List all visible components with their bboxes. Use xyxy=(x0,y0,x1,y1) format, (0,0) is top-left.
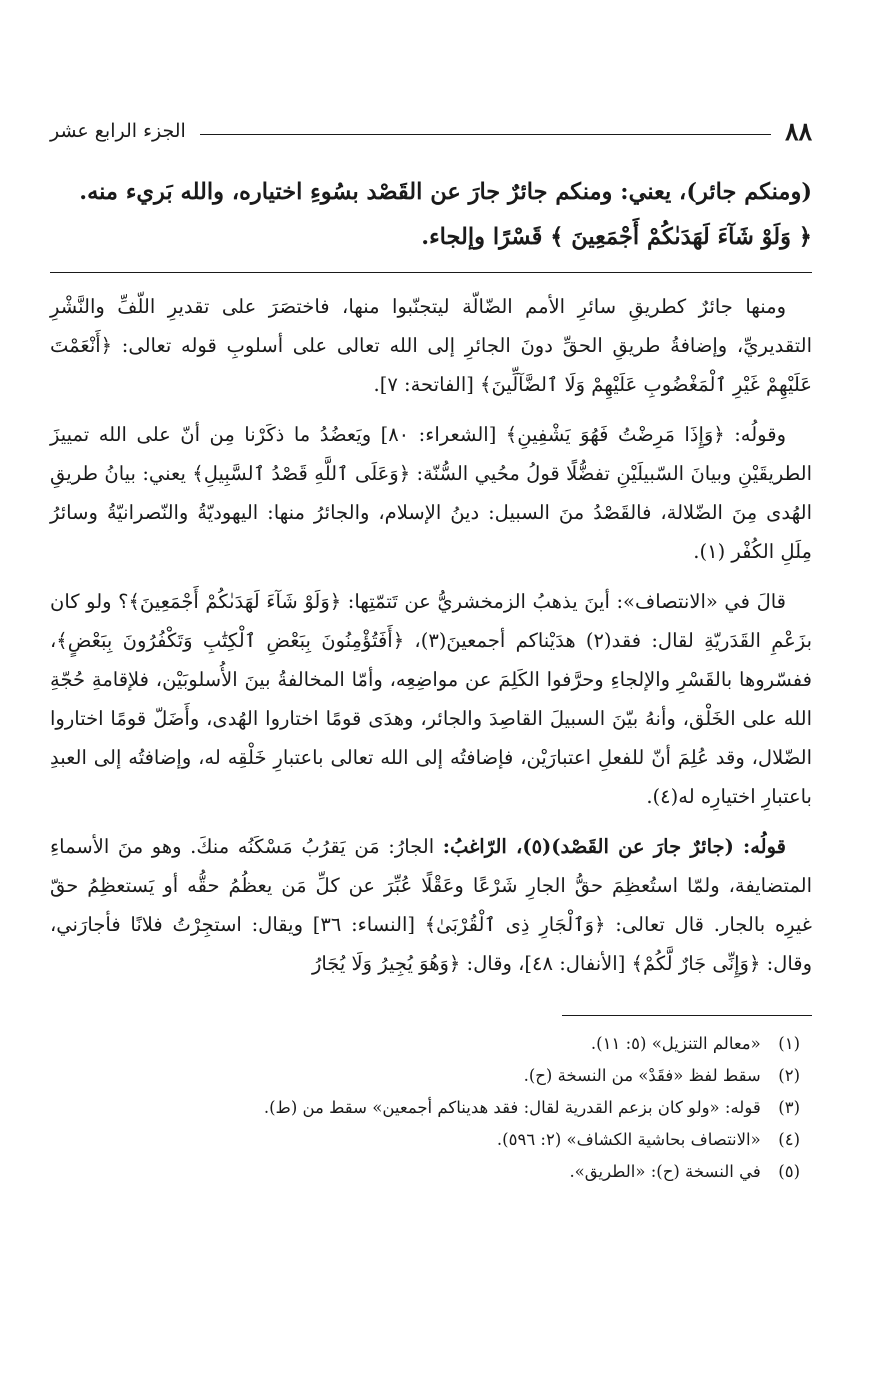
footnote-2 xyxy=(50,1060,800,1092)
page-number: ٨٨ xyxy=(785,116,812,146)
footnote-text: في النسخة (ح): «الطريق». xyxy=(569,1162,761,1181)
body-paragraph-4 xyxy=(50,827,812,983)
footnote-number: (٥) xyxy=(778,1162,800,1181)
commentary-line-2: ﴿ وَلَوْ شَآءَ لَهَدَىٰكُمْ أَجْمَعِينَ ﴾ قَسْرًا وإلجاء. xyxy=(421,224,812,250)
footnote-text: «معالم التنزيل» (٥: ١١). xyxy=(590,1034,761,1053)
footnote-1 xyxy=(50,1028,800,1060)
footnote-number: (١) xyxy=(778,1034,800,1053)
footnote-3 xyxy=(50,1092,800,1124)
footnote-5 xyxy=(50,1156,800,1188)
footnote-text: «الانتصاف بحاشية الكشاف» (٢: ٥٩٦). xyxy=(496,1130,761,1149)
page xyxy=(50,108,812,1188)
footnote-number: (٤) xyxy=(778,1130,800,1149)
body-text xyxy=(50,287,812,983)
page-header xyxy=(50,108,812,154)
body-paragraph-2: وقولُه: ﴿وَإِذَا مَرِضْتُ فَهُوَ يَشْفِينِ﴾ [الشعراء: ٨٠] ويَعضُدُ ما ذكَرْنا مِن أنّ على الله تمييزَ الطريقَيْنِ وبيانَ السّبيلَيْنِ تفضُّلًا قولُ محُيي السُّنّة: ﴿وَعَلَى ٱللَّهِ قَصْدُ ٱلسَّبِيلِ﴾ يعني: بيانُ طريقِ الهُدى مِنَ الضّلالة، فالقَصْدُ منَ السبيل: دينُ الإسلام، والجائرُ منها: اليهوديّةُ والنّصرانيّةُ وسائرُ مِلَلِ الكُفْر (١). xyxy=(50,423,812,563)
commentary-line-1: (ومنكم جائر)، يعني: ومنكم جائرٌ جارَ عن القَصْد بسُوءِ اختياره، والله بَريء منه. xyxy=(79,179,812,205)
footnotes xyxy=(50,1028,812,1188)
footnote-4 xyxy=(50,1124,800,1156)
footnote-text: سقط لفظ «فقَدْ» من النسخة (ح). xyxy=(523,1066,761,1085)
footnote-number: (٢) xyxy=(778,1066,800,1085)
paragraph-4-text: الجارُ: مَن يَقرُبُ مَسْكَنُه منكَ. وهو منَ الأسماءِ المتضايفة، ولمّا استُعظِمَ حقُّ الجارِ شَرْعًا وعَقْلًا عُبِّرَ عن كلِّ مَن يعظُمُ حقُّه أو يَستعظِمُ حقّ غيرِه بالجار. قال تعالى: ﴿وَٱلْجَارِ ذِى ٱلْقُرْبَىٰ﴾ [النساء: ٣٦] ويقال: استجِرْتُ فلانًا فأجارَني، وقال: ﴿وَإِنِّى جَارٌ لَّكُمْ﴾ [الأنفال: ٤٨]، وقال: ﴿وَهُوَ يُجِيرُ وَلَا يُجَارُ xyxy=(50,835,812,975)
footnote-number: (٣) xyxy=(778,1098,800,1117)
footnote-rule xyxy=(562,1015,812,1016)
body-paragraph-3: قالَ في «الانتصاف»: أينَ يذهبُ الزمخشريُّ عن تَتمّتِها: ﴿وَلَوْ شَآءَ لَهَدَىٰكُمْ أَجْمَعِينَ﴾؟ ولو كان بزَعْمِ القَدَريّةِ لقال: فقد(٢) هدَيْناكم أجمعينَ(٣)، ﴿أَفَتُؤْمِنُونَ بِبَعْضِ ٱلْكِتَٰبِ وَتَكْفُرُونَ بِبَعْضٍ﴾، ففسّروها بالقَسْرِ والإلجاءِ وحرَّفوا الكَلِمَ عن مواضِعِه، وأمّا المخالفةُ بينَ الأُسلوبَيْن، فلإقامةِ حُجّةِ الله على الخَلْق، وأنهُ بيّنَ السبيلَ القاصِدَ والجائر، وهدَى قومًا اختاروا الهُدى، وأَضَلّ قومًا اختاروا الضّلال، وقد عُلِمَ أنّ للفعلِ اعتبارَيْن، فإضافتُه إلى الله تعالى باعتبارِ خَلْقِه له، وإضافتُه إلى العبدِ باعتبارِ اختيارِه له(٤). xyxy=(50,590,812,808)
paragraph-4-lemma: قولُه: (جائرٌ جارَ عن القَصْد)(٥)، الرّاغبُ: xyxy=(442,835,786,858)
header-rule xyxy=(200,134,771,135)
commentary-block xyxy=(50,170,812,260)
section-separator xyxy=(50,272,812,273)
footnote-text: قوله: «ولو كان بزعم القدرية لقال: فقد هديناكم أجمعين» سقط من (ط). xyxy=(263,1098,761,1117)
body-paragraph-1: ومنها جائرٌ كطريقِ سائرِ الأمم الضّالّة ليتجنّبوا منها، فاختصَرَ على تقديرِ اللّفِّ والنَّشْرِ التقديريِّ، وإضافةُ طريقِ الحقِّ دونَ الجائرِ إلى الله تعالى على أسلوبِ قوله تعالى: ﴿أَنْعَمْتَ عَلَيْهِمْ غَيْرِ ٱلْمَغْضُوبِ عَلَيْهِمْ وَلَا ٱلضَّآلِّينَ﴾ [الفاتحة: ٧]. xyxy=(50,295,812,396)
running-title: الجزء الرابع عشر xyxy=(50,120,186,142)
